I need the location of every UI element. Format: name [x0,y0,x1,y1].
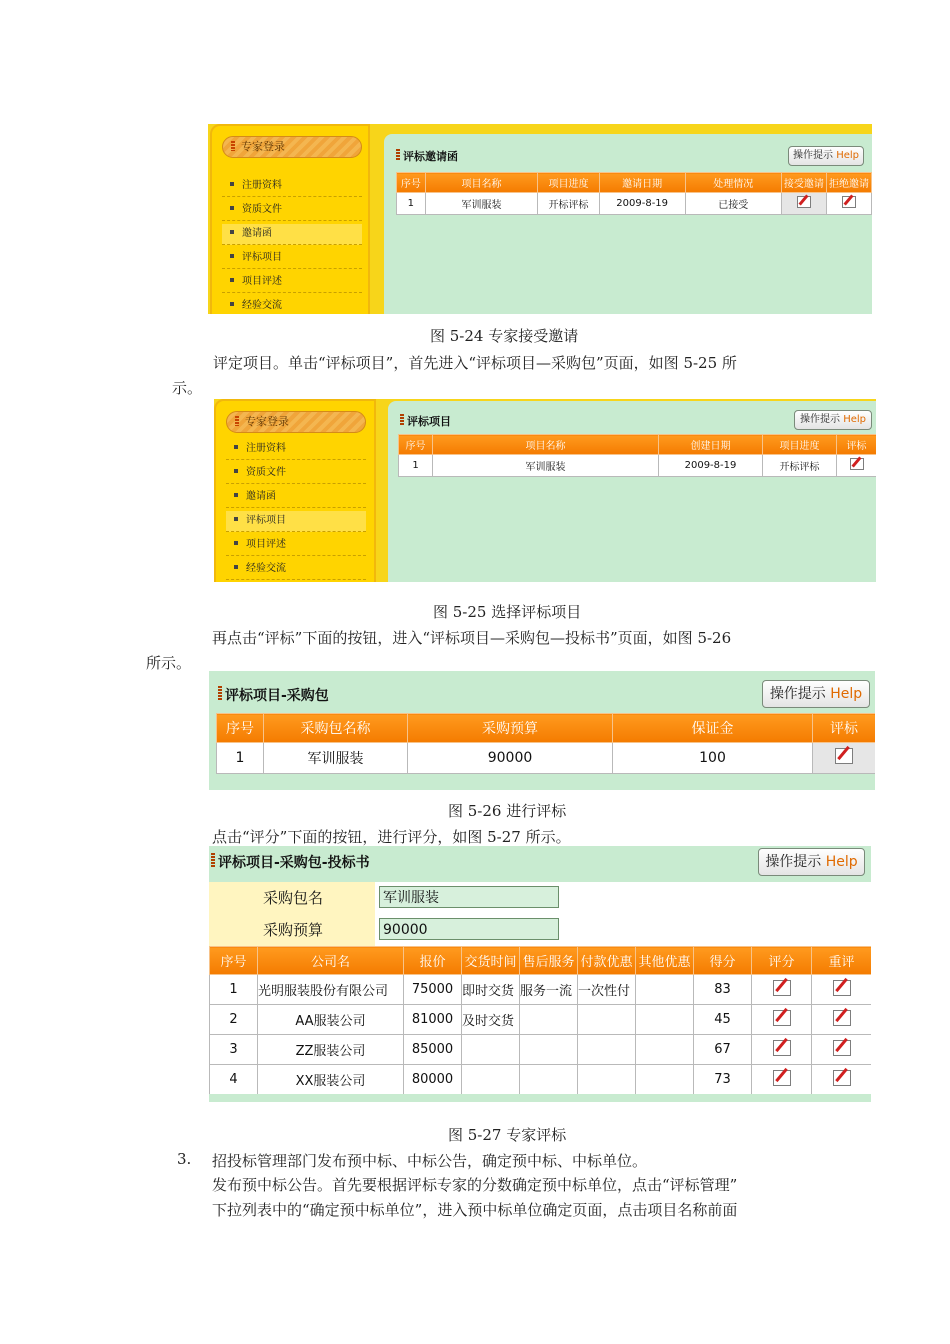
list-icon [235,416,239,426]
bullet-icon [234,541,238,545]
header-deposit: 保证金 [613,714,813,743]
rate-button[interactable] [752,1065,812,1095]
header-status: 处理情况 [685,173,781,193]
paragraph-line: 示。 [172,379,203,397]
edit-icon [850,458,864,470]
table-row: 1 军训服装 开标评标 2009-8-19 已接受 [397,193,872,215]
sidebar-item-project-review[interactable]: 项目评述 [222,272,362,293]
figure-caption: 图 5-27 专家评标 [448,1126,567,1144]
sidebar [214,399,376,582]
bullet-icon [234,517,238,521]
header-index: 序号 [399,435,433,455]
header-project-name: 项目名称 [425,173,538,193]
bid-score-table [209,946,871,1095]
list-icon [211,853,215,868]
edit-icon [773,1010,791,1026]
evaluate-button[interactable] [837,455,877,477]
panel-title: 评标邀请函 [396,148,458,164]
accept-invite-button[interactable] [781,193,826,215]
paragraph-line: 评定项目。单击“评标项目”，首先进入“评标项目—采购包”页面，如图 5-25 所 [213,354,737,372]
paragraph-line: 发布预中标公告。首先要根据评标专家的分数确定预中标单位，点击“评标管理” [212,1176,738,1194]
edit-icon [833,1040,851,1056]
header-index: 序号 [210,947,258,975]
paragraph-line: 再点击“评标”下面的按钮，进入“评标项目—采购包—投标书”页面，如图 5-26 [212,629,732,647]
edit-icon [773,980,791,996]
bullet-icon [230,254,234,258]
header-other: 其他优惠 [636,947,694,975]
paragraph-line: 下拉列表中的“确定预中标单位”，进入预中标单位确定页面，点击项目名称前面 [212,1201,738,1219]
help-button[interactable]: 操作提示 Help [762,680,870,708]
sidebar-header: 专家登录 [226,411,366,433]
list-icon [218,686,222,701]
edit-icon [773,1070,791,1086]
figure-5-25 [214,399,876,582]
re-rate-button[interactable] [812,975,872,1005]
table-row: 3 ZZ服装公司 85000 67 [210,1035,872,1065]
sidebar [210,124,370,314]
sidebar-item-bid-projects[interactable]: 评标项目 [222,248,362,269]
table-row: 4 XX服装公司 80000 73 [210,1065,872,1095]
edit-icon [833,1070,851,1086]
header-rate: 评分 [752,947,812,975]
table-row: 1 军训服装 90000 100 [217,743,876,774]
header-index: 序号 [217,714,264,743]
package-name-value: 军训服装 [379,886,559,908]
reject-invite-button[interactable] [826,193,871,215]
header-budget: 采购预算 [408,714,613,743]
rate-button[interactable] [752,1035,812,1065]
table-row: 1 军训服装 2009-8-19 开标评标 [399,455,877,477]
sidebar-item-invitation[interactable]: 邀请函 [222,224,362,245]
table-row: 2 AA服装公司 81000 及时交货 45 [210,1005,872,1035]
table-row: 1 光明服装股份有限公司 75000 即时交货 服务一流 一次性付 83 [210,975,872,1005]
edit-icon [833,1010,851,1026]
re-rate-button[interactable] [812,1065,872,1095]
sidebar-item-register[interactable]: 注册资料 [226,439,366,460]
figure-caption: 图 5-25 选择评标项目 [433,603,582,621]
header-payment: 付款优惠 [578,947,636,975]
header-index: 序号 [397,173,426,193]
header-price: 报价 [404,947,462,975]
content-panel [384,134,872,314]
edit-icon [835,748,853,764]
bullet-icon [234,493,238,497]
bullet-icon [230,206,234,210]
edit-icon [833,980,851,996]
paragraph-line: 招投标管理部门发布预中标、中标公告，确定预中标、中标单位。 [212,1152,648,1170]
header-evaluate: 评标 [837,435,877,455]
edit-icon [842,196,856,208]
help-button[interactable]: 操作提示 Help [794,410,872,430]
rate-button[interactable] [752,975,812,1005]
list-number: 3. [177,1150,192,1168]
sidebar-item-qualification[interactable]: 资质文件 [226,463,366,484]
sidebar-header: 专家登录 [222,136,362,158]
content-panel [388,401,876,582]
sidebar-item-experience[interactable]: 经验交流 [226,559,366,580]
sidebar-item-invitation[interactable]: 邀请函 [226,487,366,508]
header-evaluate: 评标 [813,714,876,743]
header-re-rate: 重评 [812,947,872,975]
panel-title: 评标项目 [400,413,451,429]
header-reject: 拒绝邀请 [826,173,871,193]
bullet-icon [230,278,234,282]
header-invite-date: 邀请日期 [599,173,685,193]
sidebar-item-bid-projects[interactable]: 评标项目 [226,511,366,532]
header-created-date: 创建日期 [659,435,763,455]
rate-button[interactable] [752,1005,812,1035]
header-progress: 项目进度 [763,435,837,455]
paragraph-line: 点击“评分”下面的按钮，进行评分，如图 5-27 所示。 [212,828,571,846]
header-project-name: 项目名称 [433,435,659,455]
list-icon [400,414,404,426]
bullet-icon [234,469,238,473]
header-after-sales: 售后服务 [520,947,578,975]
figure-caption: 图 5-26 进行评标 [448,802,567,820]
header-delivery: 交货时间 [462,947,520,975]
budget-value: 90000 [379,918,559,940]
list-icon [231,141,235,151]
header-score: 得分 [694,947,752,975]
purchase-package-table [216,713,875,774]
figure-5-24 [208,124,872,314]
bullet-icon [230,182,234,186]
figure-5-26 [209,671,875,790]
edit-icon [773,1040,791,1056]
sidebar-item-project-review[interactable]: 项目评述 [226,535,366,556]
budget-label: 采购预算 [209,914,375,946]
header-package-name: 采购包名称 [264,714,408,743]
re-rate-button[interactable] [812,1035,872,1065]
bullet-icon [230,302,234,306]
sidebar-item-register[interactable]: 注册资料 [222,176,362,197]
header-accept: 接受邀请 [781,173,826,193]
list-icon [396,149,400,161]
bullet-icon [234,445,238,449]
panel-title: 评标项目-采购包 [218,685,329,705]
bullet-icon [230,230,234,234]
figure-5-27 [209,846,871,1102]
package-name-label: 采购包名 [209,882,375,914]
invitation-table [396,172,872,215]
sidebar-item-experience[interactable]: 经验交流 [222,296,362,314]
paragraph-line: 所示。 [146,654,192,672]
edit-icon [797,196,811,208]
sidebar-item-qualification[interactable]: 资质文件 [222,200,362,221]
bid-project-table [398,434,876,477]
header-company: 公司名 [258,947,404,975]
help-button[interactable]: 操作提示 Help [758,848,865,876]
re-rate-button[interactable] [812,1005,872,1035]
evaluate-button[interactable] [813,743,876,774]
header-progress: 项目进度 [538,173,599,193]
figure-caption: 图 5-24 专家接受邀请 [430,327,579,345]
bottom-strip [209,1094,871,1102]
panel-title: 评标项目-采购包-投标书 [211,852,370,872]
bullet-icon [234,565,238,569]
help-button[interactable]: 操作提示 Help [788,146,864,166]
